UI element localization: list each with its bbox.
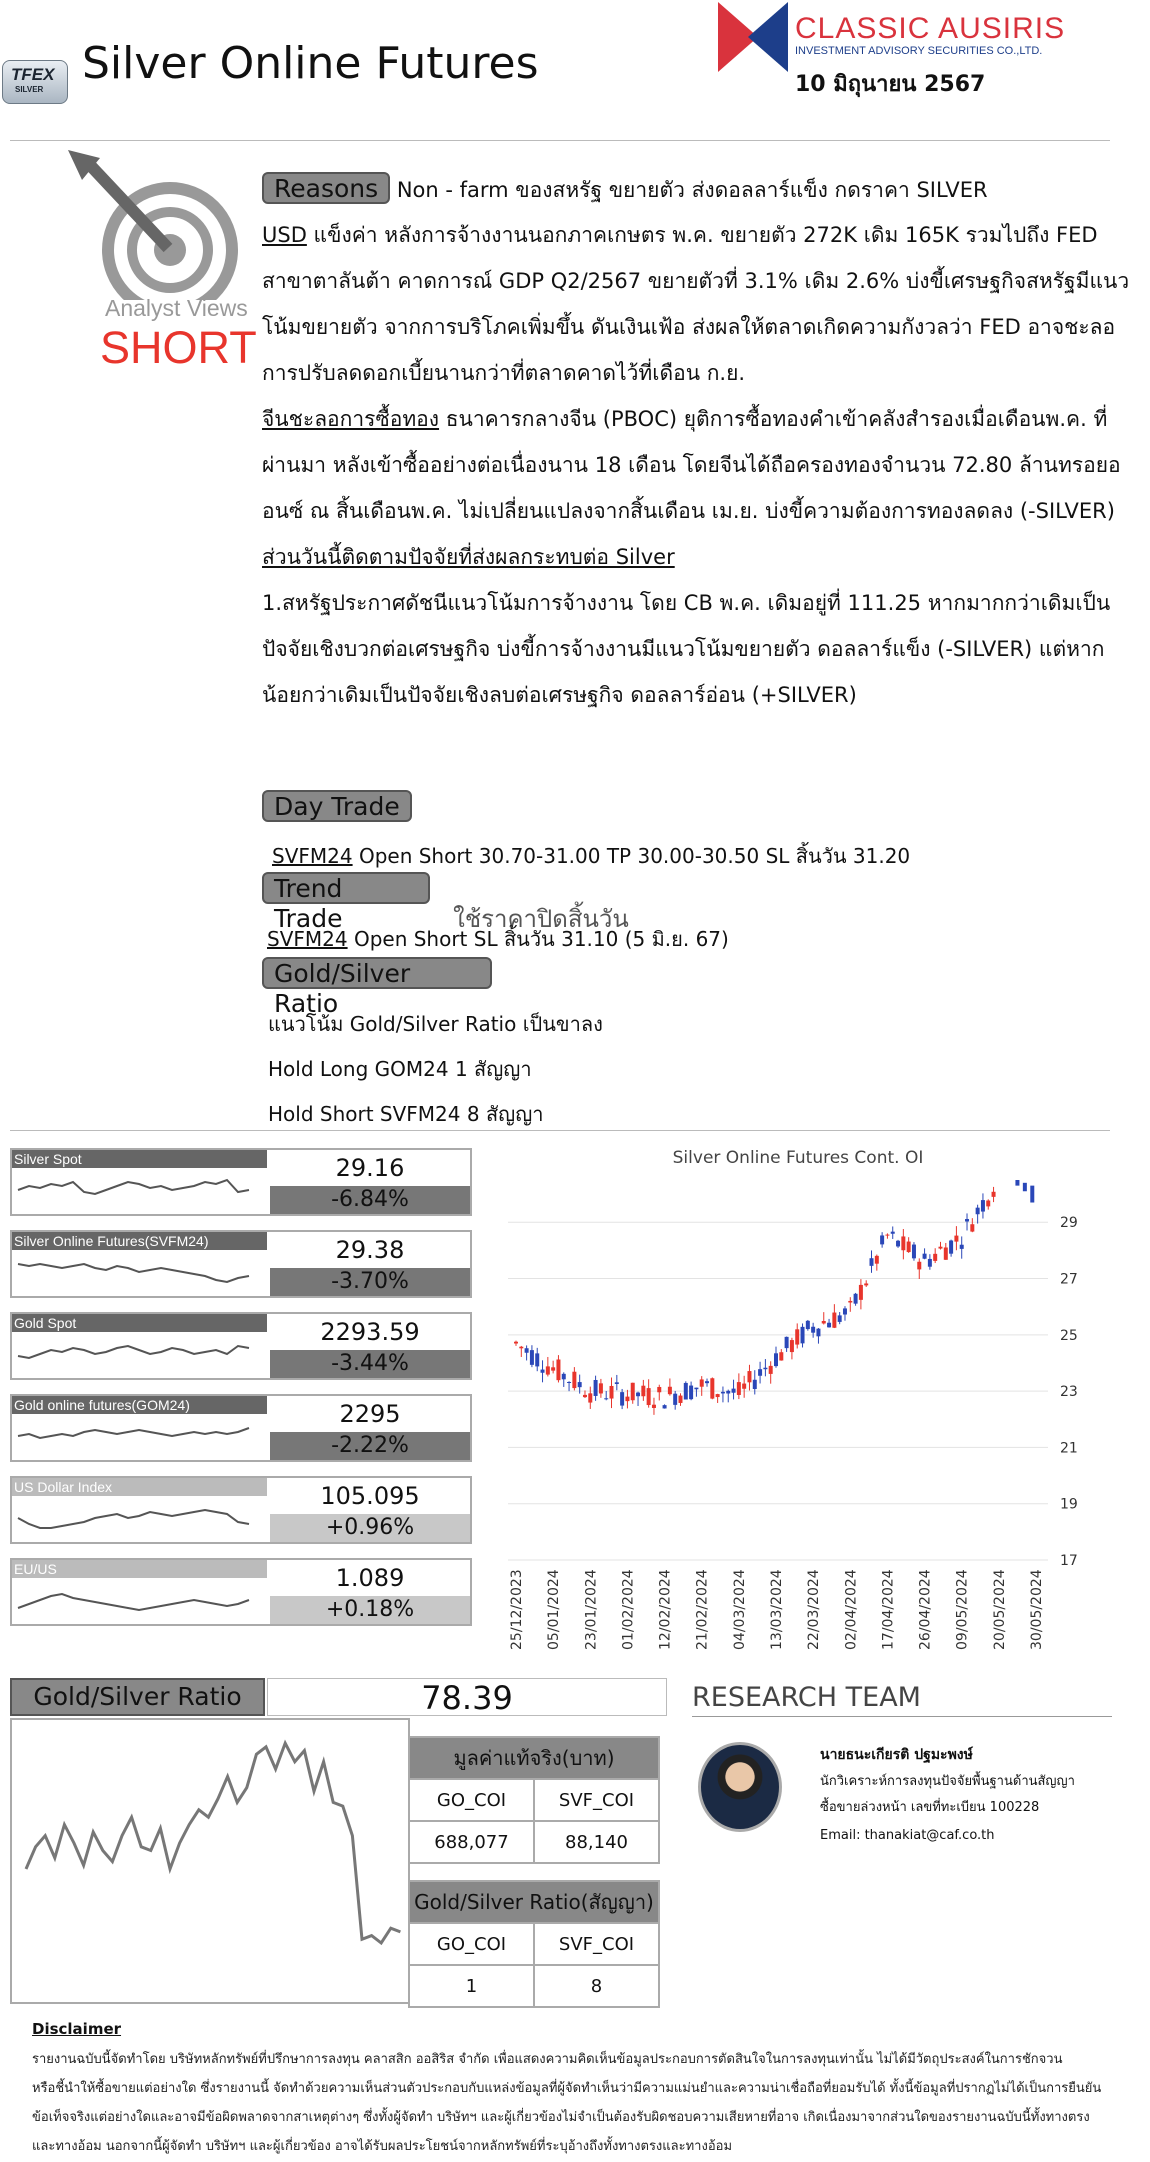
chart-candle <box>678 1396 682 1403</box>
logo-line2: SILVER <box>15 85 44 94</box>
chart-candle <box>912 1245 916 1259</box>
page-title: Silver Online Futures <box>82 38 539 89</box>
chart-candle <box>594 1380 598 1396</box>
chart-candle <box>721 1392 725 1394</box>
chart-candle <box>747 1371 751 1382</box>
chart-candle <box>742 1384 746 1389</box>
tfex-silver-logo <box>2 60 68 104</box>
market-change: -2.22% <box>270 1432 470 1460</box>
chart-candle <box>1015 1180 1019 1186</box>
chart-candle <box>556 1360 560 1381</box>
contracts-header-go: GO_COI <box>409 1923 534 1965</box>
day-trade-tag: Day Trade <box>262 790 412 822</box>
chart-candle <box>567 1382 571 1383</box>
chart-candle <box>562 1374 566 1379</box>
chart-candle <box>816 1329 820 1337</box>
reasons-section <box>262 168 1142 718</box>
chart-candle <box>785 1337 789 1348</box>
chart-candle <box>838 1315 842 1322</box>
chart-candle <box>976 1208 980 1215</box>
chart-candle <box>965 1219 969 1221</box>
chart-candle <box>641 1386 645 1397</box>
disclaimer-title: Disclaimer <box>32 2020 122 2038</box>
chart-ytick-label: 25 <box>1060 1327 1078 1344</box>
analyst-role: นักวิเคราะห์การลงทุนปัจจัยพื้นฐานด้านสัญญา <box>820 1774 1075 1789</box>
contracts-title: Gold/Silver Ratio(สัญญา) <box>409 1881 659 1923</box>
market-name: Silver Spot <box>12 1150 267 1168</box>
coi-table <box>408 1736 660 1864</box>
target-arrow-icon <box>60 150 260 300</box>
usd-underline: USD <box>262 223 307 247</box>
chart-candle <box>1023 1183 1027 1191</box>
contracts-table <box>408 1880 660 2008</box>
market-change: +0.18% <box>270 1596 470 1624</box>
chart-candle <box>933 1254 937 1261</box>
market-sparkline <box>14 1334 266 1378</box>
chart-ytick-label: 17 <box>1060 1553 1078 1569</box>
research-underline <box>692 1716 1112 1717</box>
chart-candle <box>583 1395 587 1397</box>
chart-candle <box>700 1379 704 1386</box>
chart-candle <box>668 1387 672 1394</box>
contracts-header-svf: SVF_COI <box>534 1923 659 1965</box>
market-change: -3.44% <box>270 1350 470 1378</box>
chart-candle <box>673 1394 677 1405</box>
coi-value-svf: 88,140 <box>534 1821 659 1863</box>
disclaimer-line3: ข้อเท็จจริงแต่อย่างใดและอาจมีข้อผิดพลาดจากสาเหตุต่างๆ ซึ่งทั้งผู้จัดทำ บริษัทฯ และผู้เกี่ยวข้องไม่จำเป็นต้องรับผิดชอบความเสียหายที่อาจ เกิดเนื่องมาจากส่วนใดของรายงานฉบับนี้ทั้งทางตรง <box>32 2110 1090 2125</box>
market-value: 2293.59 <box>320 1318 420 1346</box>
reasons-headline: Non - farm ของสหรัฐ ขยายตัว ส่งดอลลาร์แข็ง กดราคา SILVER <box>396 178 988 202</box>
chart-xtick-label: 09/05/2024 <box>954 1569 971 1650</box>
chart-candle <box>636 1393 640 1397</box>
chart-candle <box>620 1392 624 1405</box>
chart-candle <box>705 1381 709 1383</box>
chart-candle <box>790 1340 794 1352</box>
market-change: -6.84% <box>270 1186 470 1214</box>
market-value: 29.16 <box>335 1154 405 1182</box>
chart-candle <box>944 1247 948 1259</box>
market-box <box>10 1476 472 1544</box>
chart-candle <box>848 1301 852 1303</box>
chart-candle <box>753 1380 757 1389</box>
market-change: -3.70% <box>270 1268 470 1296</box>
chart-candle <box>981 1200 985 1211</box>
trend-trade-tag: Trend Trade <box>262 872 430 904</box>
chart-candle <box>843 1308 847 1314</box>
chart-candle <box>795 1329 799 1344</box>
chart-candle <box>631 1383 635 1400</box>
chart-candle <box>960 1245 964 1249</box>
chart-candle <box>663 1405 667 1408</box>
chart-candle <box>801 1327 805 1344</box>
chart-candle <box>970 1224 974 1231</box>
chart-candle <box>928 1259 932 1267</box>
chart-candle <box>896 1241 900 1247</box>
chart-ytick-label: 27 <box>1060 1271 1078 1288</box>
market-sparkline <box>14 1170 266 1214</box>
brand-subtitle: INVESTMENT ADVISORY SECURITIES CO.,LTD. <box>795 45 1043 57</box>
chart-candle <box>822 1321 826 1323</box>
market-sparkline <box>14 1498 266 1542</box>
chart-candle <box>694 1388 698 1390</box>
analyst-view <box>60 150 260 380</box>
header-divider <box>10 140 1110 141</box>
chart-ytick-label: 23 <box>1060 1384 1078 1401</box>
gs-ratio-lines <box>268 1002 603 1137</box>
chart-xtick-label: 21/02/2024 <box>694 1569 711 1650</box>
brand-logo-icon <box>718 2 788 72</box>
chart-candle <box>604 1398 608 1399</box>
analyst-views-label: Analyst Views <box>105 295 248 321</box>
day-trade-tag-wrap <box>262 790 412 822</box>
chart-xtick-label: 30/05/2024 <box>1029 1569 1045 1650</box>
oi-chart-svg <box>488 1140 1108 1660</box>
chart-candle <box>732 1389 736 1393</box>
chart-xtick-label: 04/03/2024 <box>731 1569 748 1650</box>
analyst-email[interactable]: Email: thanakiat@caf.co.th <box>820 1828 995 1843</box>
ratio-line <box>26 1743 400 1943</box>
section-divider <box>10 1130 1110 1131</box>
chart-xtick-label: 17/04/2024 <box>880 1569 897 1650</box>
chart-candle <box>875 1256 879 1264</box>
reasons-paragraph-cb: 1.สหรัฐประกาศดัชนีแนวโน้มการจ้างงาน โดย CB พ.ค. เดิมอยู่ที่ 111.25 หากมากกว่าเดิมเป็นปัจจัยเชิงบวกต่อเศรษฐกิจ บ่งขี้การจ้างงานมีแนวโน้มขยายตัว ดอลลาร์แข็ง (-SILVER) แต่หากน้อยกว่าเดิมเป็นปัจจัยเชิงลบต่อเศรษฐกิจ ดอลลาร์อ่อน (+SILVER) <box>262 591 1111 707</box>
ratio-line-chart <box>10 1718 410 2004</box>
chart-candle <box>864 1283 868 1285</box>
chart-candle <box>779 1352 783 1360</box>
gs-ratio-line2: Hold Long GOM24 1 สัญญา <box>268 1057 532 1081</box>
chart-ytick-label: 21 <box>1060 1440 1078 1457</box>
chart-candle <box>572 1372 576 1388</box>
chart-candle <box>891 1232 895 1234</box>
coi-value-go: 688,077 <box>409 1821 534 1863</box>
chart-candle <box>551 1367 555 1370</box>
disclaimer-line4: และทางอ้อม นอกจากนี้ผู้จัดทำ บริษัทฯ และผู้เกี่ยวข้อง อาจได้รับผลประโยชน์จากหลักทรัพย์ที่ระบุอ้างถึงทั้งทางตรงและทางอ้อม <box>32 2139 733 2154</box>
coi-title: มูลค่าแท้จริง(บาท) <box>409 1737 659 1779</box>
analyst-name: นายธนะเกียรติ ปฐมะพงษ์ <box>820 1747 973 1763</box>
chart-candle <box>986 1201 990 1207</box>
chart-candle <box>827 1323 831 1328</box>
trend-trade-note: ใช้ราคาปิดสิ้นวัน <box>453 905 629 933</box>
oi-chart <box>488 1140 1108 1660</box>
chart-candle <box>657 1387 661 1392</box>
follow-underline: ส่วนวันนี้ติดตามปัจจัยที่ส่งผลกระทบต่อ Silver <box>262 545 675 569</box>
chart-candle <box>901 1236 905 1250</box>
contracts-value-go: 1 <box>409 1965 534 2007</box>
chart-candle <box>923 1254 927 1259</box>
chart-candle <box>625 1397 629 1402</box>
chart-xtick-label: 13/03/2024 <box>769 1569 785 1650</box>
chart-candle <box>514 1342 518 1344</box>
gs-ratio-line3: Hold Short SVFM24 8 สัญญา <box>268 1102 544 1126</box>
market-sparkline <box>14 1580 266 1624</box>
chart-candle <box>710 1378 714 1398</box>
chart-candle <box>774 1353 778 1366</box>
market-box <box>10 1394 472 1462</box>
chart-candle <box>854 1294 858 1304</box>
market-value: 1.089 <box>335 1564 405 1592</box>
chart-ytick-label: 19 <box>1060 1496 1078 1513</box>
chart-candle <box>610 1386 614 1399</box>
market-name: Gold Spot <box>12 1314 267 1332</box>
day-trade-line <box>272 840 910 872</box>
brand-name: CLASSIC AUSIRIS <box>795 12 1066 45</box>
chart-candle <box>588 1393 592 1402</box>
chart-xtick-label: 05/01/2024 <box>546 1569 563 1650</box>
chart-candle <box>870 1258 874 1266</box>
china-text: ธนาคารกลางจีน (PBOC) ยุติการซื้อทองคำเข้าคลังสำรองเมื่อเดือนพ.ค. ที่ผ่านมา หลังเข้าซื้ออย่างต่อเนื่องนาน 18 เดือน โดยจีนได้ถือครองทองจำนวน 72.80 ล้านทรอยออนซ์ ณ สิ้นเดือนพ.ค. ไม่เปลี่ยนแปลงจากสิ้นเดือน เม.ย. บ่งขี้ความต้องการทองลดลง (-SILVER) <box>262 407 1121 523</box>
chart-xtick-label: 26/04/2024 <box>917 1569 934 1650</box>
market-box <box>10 1148 472 1216</box>
market-name: US Dollar Index <box>12 1478 267 1496</box>
chart-candle <box>652 1405 656 1408</box>
chart-candle <box>880 1235 884 1244</box>
chart-xtick-label: 20/05/2024 <box>991 1569 1008 1650</box>
chart-xtick-label: 02/04/2024 <box>843 1569 860 1650</box>
chart-candle <box>530 1350 534 1365</box>
chart-candle <box>938 1247 942 1249</box>
chart-ytick-label: 29 <box>1060 1215 1078 1232</box>
chart-candle <box>917 1262 921 1270</box>
disclaimer-text <box>32 2045 1142 2161</box>
report-date: 10 มิถุนายน 2567 <box>795 72 986 97</box>
market-change: +0.96% <box>270 1514 470 1542</box>
market-box <box>10 1230 472 1298</box>
chart-candle <box>954 1236 958 1242</box>
reasons-paragraph-china <box>262 396 1142 534</box>
chart-candle <box>615 1382 619 1384</box>
reasons-follow-heading <box>262 534 1142 580</box>
chart-candle <box>769 1366 773 1374</box>
trend-trade-symbol: SVFM24 <box>267 927 348 951</box>
chart-xtick-label: 23/01/2024 <box>583 1569 600 1650</box>
trend-trade-line <box>267 923 729 955</box>
market-sparkline <box>14 1416 266 1460</box>
chart-xtick-label: 12/02/2024 <box>657 1569 674 1650</box>
market-box <box>10 1558 472 1626</box>
market-box <box>10 1312 472 1380</box>
gs-ratio-line1: แนวโน้ม Gold/Silver Ratio เป็นขาลง <box>268 1012 603 1036</box>
ratio-value: 78.39 <box>267 1678 667 1716</box>
market-name: Silver Online Futures(SVFM24) <box>12 1232 267 1250</box>
usd-text: แข็งค่า หลังการจ้างงานนอกภาคเกษตร พ.ค. ขยายตัว 272K เดิม 165K รวมไปถึง FED สาขาตาลันต้า คาดการณ์ GDP Q2/2567 ขยายตัวที่ 3.1% เดิม 2.6% บ่งขี้เศรษฐกิจสหรัฐมีแนวโน้มขยายตัว จากการบริโภคเพิ่มขึ้น ดันเงินเฟ้อ ส่งผลให้ตลาดเกิดความกังวลว่า FED อาจชะลอการปรับลดดอกเบี้ยนานกว่าที่ตลาดคาดไว้ที่เดือน ก.ย. <box>262 223 1130 385</box>
chart-candle <box>535 1353 539 1366</box>
chart-candle <box>684 1383 688 1400</box>
coi-header-go: GO_COI <box>409 1779 534 1821</box>
chart-candle <box>689 1386 693 1400</box>
chart-xtick-label: 22/03/2024 <box>806 1569 823 1650</box>
chart-candle <box>907 1242 911 1252</box>
research-team-title: RESEARCH TEAM <box>692 1682 921 1713</box>
gs-ratio-tag: Gold/Silver Ratio <box>262 957 492 989</box>
chart-candle <box>546 1366 550 1374</box>
chart-xtick-label: 01/02/2024 <box>620 1569 637 1650</box>
disclaimer-line1: รายงานฉบับนี้จัดทำโดย บริษัทหลักทรัพย์ที่ปรึกษาการลงทุน คลาสสิก ออสิริส จำกัด เพื่อแสดงความคิดเห็นข้อมูลประกอบการตัดสินใจในการลงทุนเท่านั้น ไม่ได้มีวัตถุประสงค์ในการชักจวน <box>32 2052 1063 2067</box>
analyst-license: ซื้อขายล่วงหน้า เลขที่ทะเบียน 100228 <box>820 1800 1040 1815</box>
market-value: 105.095 <box>320 1482 420 1510</box>
chart-candle <box>737 1382 741 1395</box>
day-trade-symbol: SVFM24 <box>272 844 353 868</box>
chart-candle <box>949 1241 953 1254</box>
chart-candle <box>811 1327 815 1333</box>
day-trade-text: Open Short 30.70-31.00 TP 30.00-30.50 SL สิ้นวัน 31.20 <box>352 844 911 868</box>
chart-candle <box>716 1394 720 1397</box>
chart-candle <box>832 1313 836 1328</box>
chart-candle <box>758 1369 762 1376</box>
chart-candle <box>519 1347 523 1349</box>
logo-line1: TFEX <box>11 65 55 84</box>
china-underline: จีนชะลอการซื้อทอง <box>262 407 440 431</box>
coi-header-svf: SVF_COI <box>534 1779 659 1821</box>
chart-title: Silver Online Futures Cont. OI <box>672 1148 924 1168</box>
chart-candle <box>1030 1186 1034 1203</box>
chart-candle <box>806 1321 810 1329</box>
chart-candle <box>578 1382 582 1387</box>
market-sparkline <box>14 1252 266 1296</box>
market-value: 2295 <box>339 1400 401 1428</box>
chart-xtick-label: 25/12/2023 <box>509 1569 525 1650</box>
contracts-value-svf: 8 <box>534 1965 659 2007</box>
market-name: EU/US <box>12 1560 267 1578</box>
chart-candle <box>541 1370 545 1373</box>
analyst-avatar <box>698 1742 782 1832</box>
chart-candle <box>525 1348 529 1353</box>
reasons-paragraph-usd <box>262 212 1142 396</box>
chart-candle <box>647 1388 651 1405</box>
chart-candle <box>859 1285 863 1300</box>
chart-candle <box>763 1368 767 1369</box>
trend-trade-text: Open Short SL สิ้นวัน 31.10 (5 มิ.ย. 67) <box>347 927 729 951</box>
chart-candle <box>599 1383 603 1393</box>
chart-candle <box>992 1192 996 1197</box>
chart-candle <box>885 1235 889 1236</box>
chart-candle <box>726 1391 730 1394</box>
analyst-view-short: SHORT <box>100 322 257 373</box>
market-value: 29.38 <box>335 1236 405 1264</box>
market-name: Gold online futures(GOM24) <box>12 1396 267 1414</box>
ratio-label: Gold/Silver Ratio <box>10 1678 265 1716</box>
disclaimer-line2: หรือชี้นำให้ซื้อขายแต่อย่างใด ซึ่งรายงานนี้ จัดทำด้วยความเห็นส่วนตัวประกอบกับแหล่งข้อมูลที่ผู้จัดทำเห็นว่ามีความแม่นยำและความน่าเชื่อถือที่ยอมรับได้ ทั้งนี้ข้อมูลที่ปรากฏไม่ได้เป็นการยืนยัน <box>32 2081 1102 2096</box>
reasons-tag: Reasons <box>262 172 390 204</box>
